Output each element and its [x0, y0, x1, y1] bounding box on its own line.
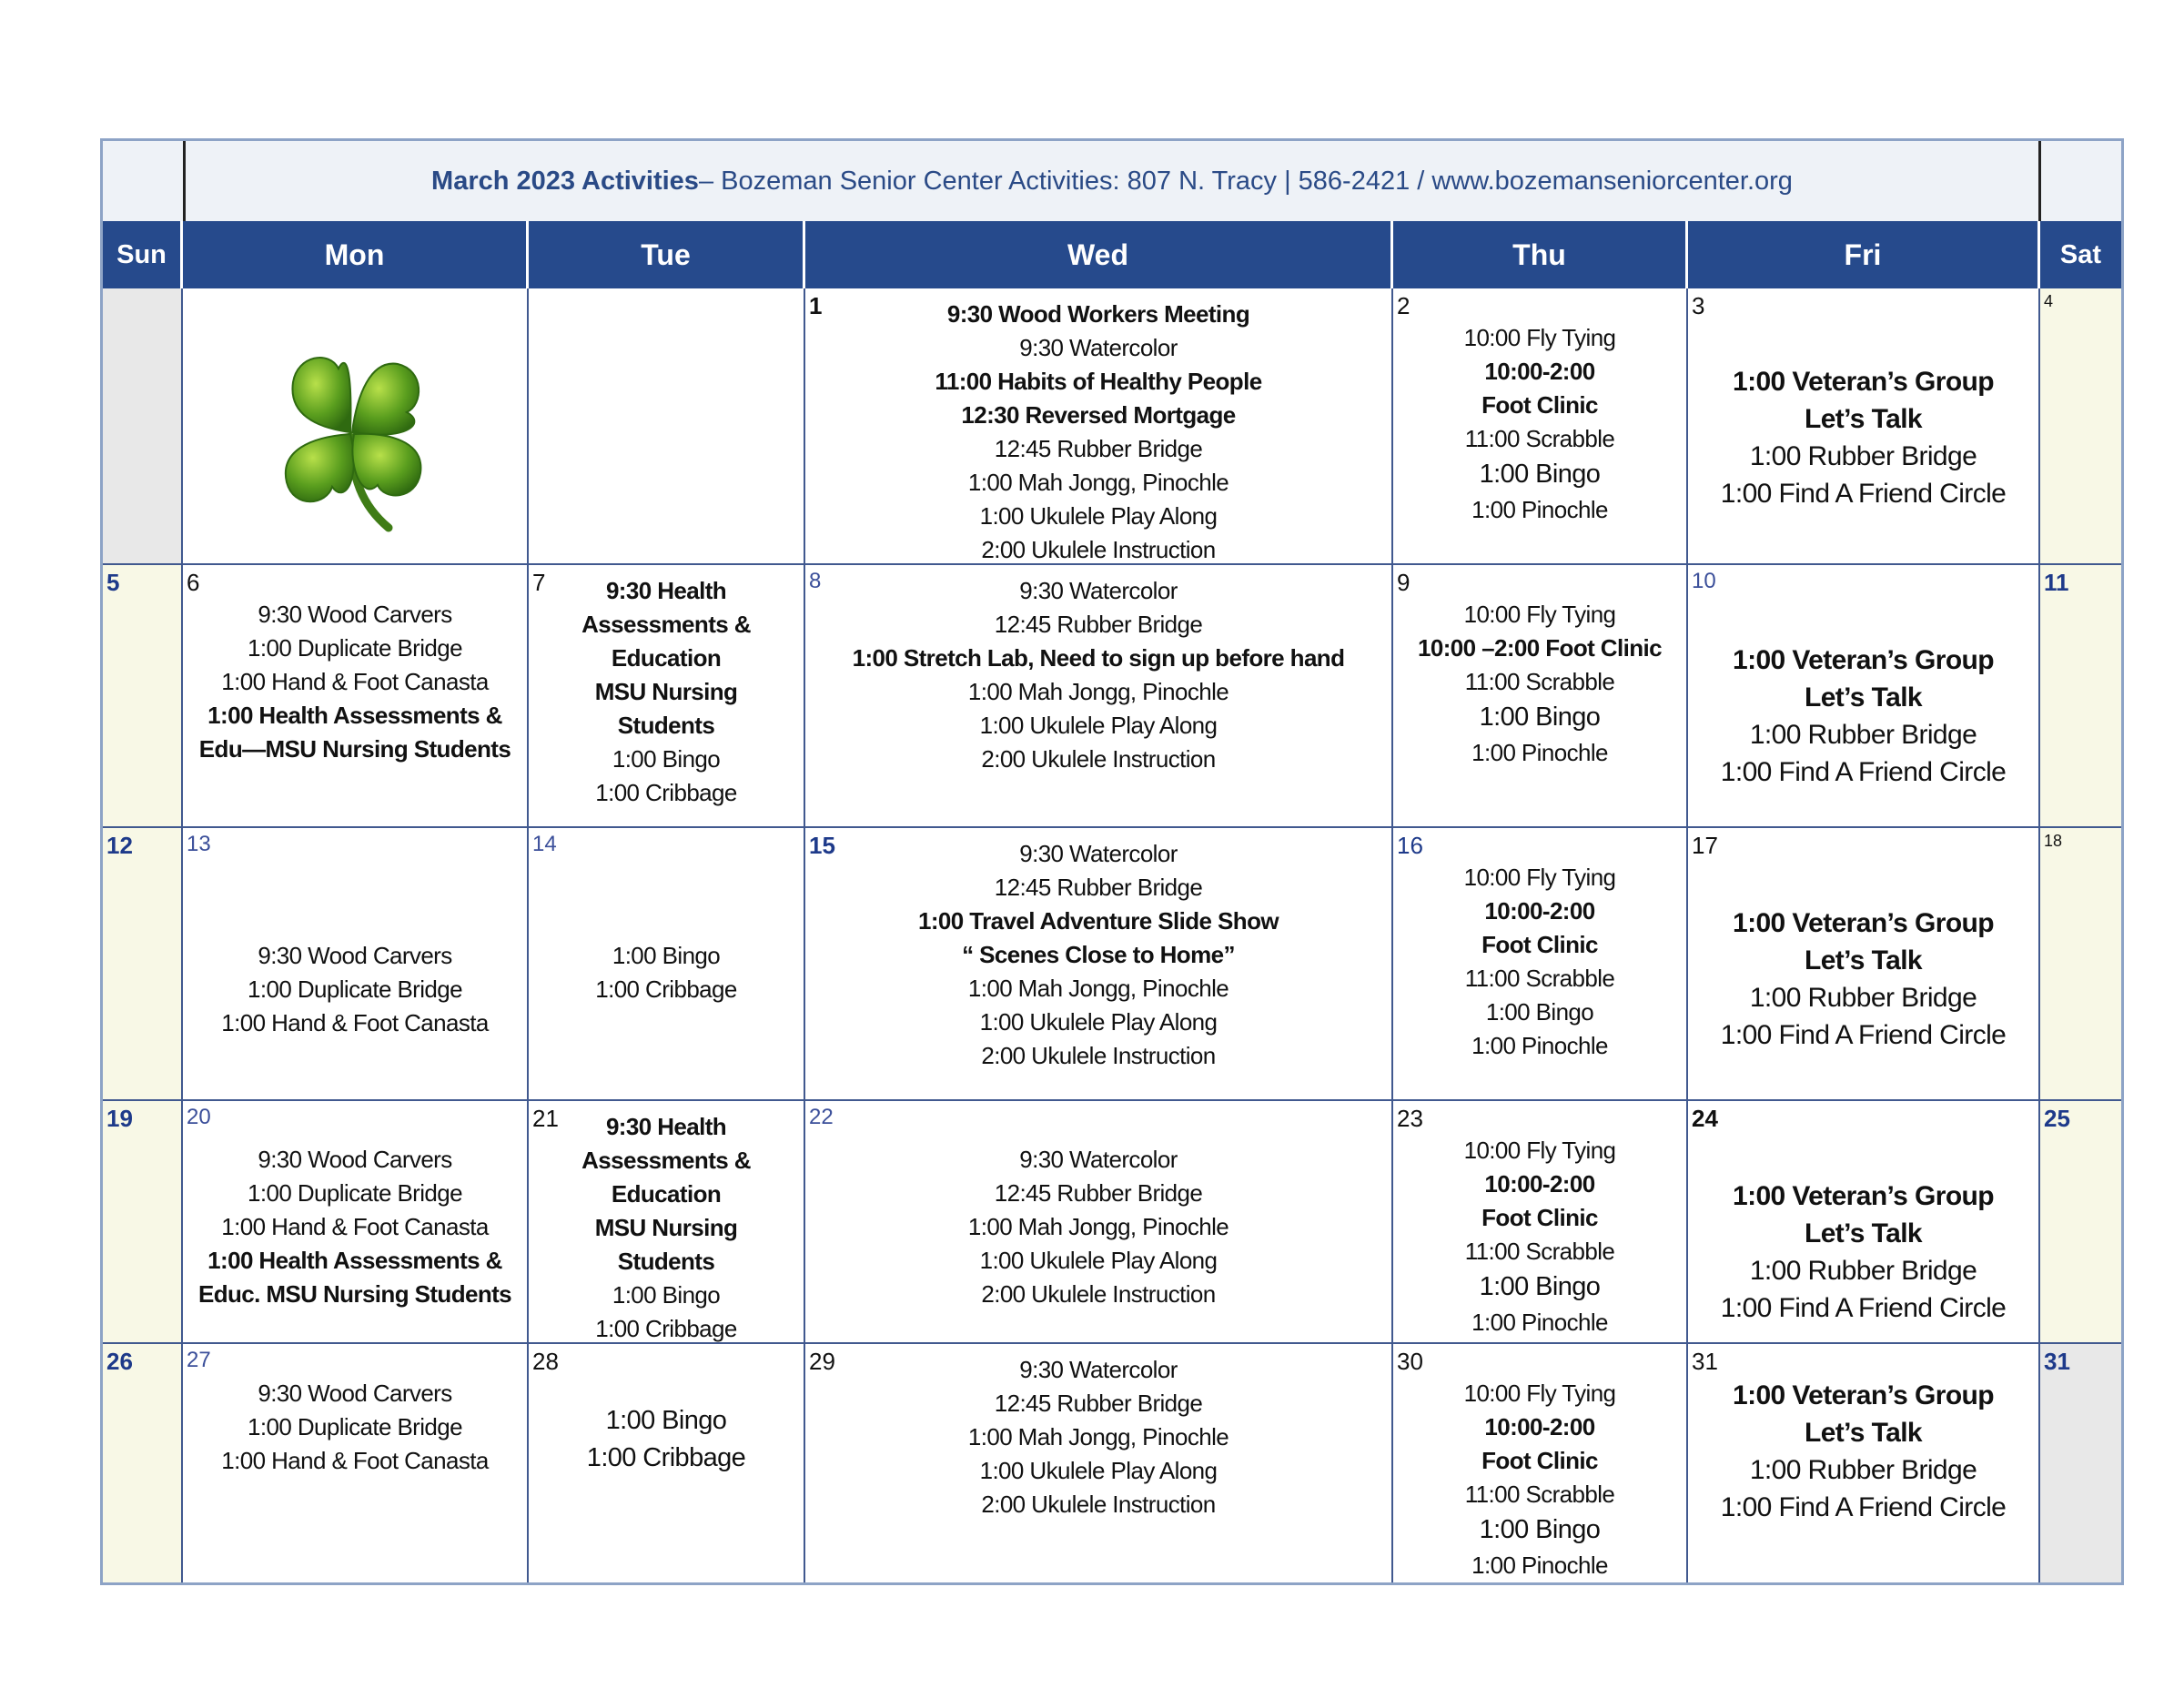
- event-item: Assessments &: [581, 1147, 751, 1174]
- event-item: 9:30 Watercolor: [1019, 577, 1178, 604]
- event-item: 1:00 Ukulele Play Along: [979, 712, 1218, 739]
- header-right-divider: [2038, 141, 2041, 221]
- day-number: 3: [1692, 292, 1705, 319]
- event-item: 1:00 Health Assessments &: [207, 702, 502, 729]
- day-cell-fri: [1688, 565, 2040, 828]
- event-item: 9:30 Wood Carvers: [258, 1380, 452, 1407]
- event-item: Let’s Talk: [1804, 1418, 1923, 1448]
- day-number: 14: [532, 832, 557, 856]
- event-item: 1:00 Bingo: [605, 1406, 727, 1435]
- event-item: Education: [611, 1180, 722, 1208]
- event-item: “ Scenes Close to Home”: [962, 941, 1235, 968]
- weekday-header-row: [103, 221, 2121, 288]
- event-item: 1:00 Ukulele Play Along: [979, 1247, 1218, 1274]
- day-number: 26: [106, 1348, 133, 1375]
- event-item: 11:00 Scrabble: [1464, 965, 1615, 992]
- day-number: 28: [532, 1348, 559, 1375]
- event-item: 1:00 Pinochle: [1471, 496, 1608, 523]
- day-cell-tue: [529, 565, 805, 828]
- day-cell-tue: [529, 288, 805, 565]
- event-item: 1:00 Bingo: [1479, 1272, 1601, 1301]
- event-item: 9:30 Wood Carvers: [258, 1146, 452, 1173]
- calendar-header: [103, 141, 2121, 223]
- day-cell-thu: [1393, 1344, 1688, 1582]
- event-item: 10:00 Fly Tying: [1463, 324, 1616, 351]
- event-item: 11:00 Scrabble: [1464, 668, 1615, 695]
- day-number: 19: [106, 1105, 133, 1132]
- day-number: 29: [809, 1348, 835, 1375]
- day-cell-mon: [183, 1344, 529, 1582]
- event-item: 1:00 Mah Jongg, Pinochle: [967, 1213, 1229, 1240]
- event-list: [529, 1402, 804, 1477]
- event-list: [1393, 598, 1686, 770]
- title-bold: March 2023 Activities: [431, 167, 699, 196]
- event-item: 1:00 Cribbage: [595, 1315, 737, 1342]
- event-list: [805, 298, 1391, 567]
- day-cell-fri: [1688, 1101, 2040, 1344]
- event-item: 1:00 Mah Jongg, Pinochle: [967, 469, 1229, 496]
- day-cell-wed: [805, 828, 1393, 1101]
- day-number: 7: [532, 569, 546, 596]
- event-item: 11:00 Scrabble: [1464, 1238, 1615, 1265]
- event-item: 2:00 Ukulele Instruction: [981, 745, 1216, 773]
- event-list: [183, 1143, 527, 1311]
- four-leaf-clover-icon: [261, 341, 443, 541]
- event-item: 1:00 Mah Jongg, Pinochle: [967, 678, 1229, 705]
- day-cell-sat: [2040, 1344, 2121, 1582]
- event-item: 1:00 Rubber Bridge: [1749, 1455, 1977, 1485]
- event-item: 1:00 Health Assessments &: [207, 1247, 502, 1274]
- event-item: 1:00 Ukulele Play Along: [979, 1457, 1218, 1484]
- day-cell-wed: [805, 1101, 1393, 1344]
- day-number: 27: [187, 1348, 211, 1372]
- day-number: 25: [2044, 1105, 2070, 1132]
- event-item: 1:00 Bingo: [612, 1281, 721, 1309]
- event-item: 1:00 Mah Jongg, Pinochle: [967, 975, 1229, 1002]
- title-rest: – Bozeman Senior Center Activities: 807 N. Tracy | 586-2421 / www.bozemanseniorcenter.org: [698, 167, 1793, 196]
- event-item: Assessments &: [581, 611, 751, 638]
- event-item: 1:00 Cribbage: [595, 975, 737, 1003]
- event-item: Foot Clinic: [1481, 931, 1598, 958]
- day-number: 21: [532, 1105, 559, 1132]
- day-number: 15: [809, 832, 835, 859]
- event-item: 1:00 Mah Jongg, Pinochle: [967, 1423, 1229, 1450]
- day-number: 17: [1692, 832, 1718, 859]
- day-cell-wed: [805, 288, 1393, 565]
- event-item: Foot Clinic: [1481, 1204, 1598, 1231]
- event-item: 1:00 Duplicate Bridge: [248, 634, 462, 662]
- day-cell-tue: [529, 828, 805, 1101]
- day-number: 4: [2044, 292, 2054, 310]
- header-left-spacer: [103, 141, 186, 221]
- event-item: 1:00 Cribbage: [595, 779, 737, 806]
- day-number: 2: [1397, 292, 1410, 319]
- event-item: Foot Clinic: [1481, 1447, 1598, 1474]
- day-cell-thu: [1393, 288, 1688, 565]
- event-item: 9:30 Health: [605, 577, 727, 604]
- event-item: 2:00 Ukulele Instruction: [981, 1280, 1216, 1308]
- event-list: [805, 574, 1391, 776]
- event-item: 1:00 Rubber Bridge: [1749, 1256, 1977, 1286]
- event-item: 11:00 Scrabble: [1464, 1481, 1615, 1508]
- event-list: [529, 574, 804, 810]
- weekday-sun: Sun: [103, 221, 183, 288]
- event-list: [1688, 363, 2038, 512]
- event-list: [183, 1377, 527, 1478]
- day-cell-sun: [103, 1344, 183, 1582]
- event-item: 10:00 Fly Tying: [1463, 1380, 1616, 1407]
- day-number: 20: [187, 1105, 211, 1129]
- event-item: 1:00 Find A Friend Circle: [1720, 1020, 2007, 1050]
- day-cell-thu: [1393, 828, 1688, 1101]
- event-item: 9:30 Watercolor: [1019, 334, 1178, 361]
- event-item: 9:30 Wood Carvers: [258, 601, 452, 628]
- day-cell-fri: [1688, 288, 2040, 565]
- event-item: 1:00 Bingo: [1479, 460, 1601, 489]
- weekday-tue: Tue: [529, 221, 805, 288]
- event-list: [1688, 642, 2038, 791]
- event-item: Students: [617, 1248, 715, 1275]
- event-item: 10:00 Fly Tying: [1463, 1137, 1616, 1164]
- event-item: 12:45 Rubber Bridge: [994, 1390, 1203, 1417]
- event-item: Education: [611, 644, 722, 672]
- event-item: 10:00-2:00: [1484, 358, 1595, 385]
- event-item: 1:00 Veteran’s Group: [1732, 367, 1994, 397]
- event-item: 12:45 Rubber Bridge: [994, 874, 1203, 901]
- day-cell-thu: [1393, 1101, 1688, 1344]
- day-cell-fri: [1688, 1344, 2040, 1582]
- day-cell-wed: [805, 1344, 1393, 1582]
- event-item: 12:45 Rubber Bridge: [994, 1179, 1203, 1207]
- weekday-thu: Thu: [1393, 221, 1688, 288]
- calendar: [100, 138, 2124, 1585]
- event-item: 1:00 Veteran’s Group: [1732, 1380, 1994, 1410]
- event-list: [1393, 321, 1686, 527]
- event-item: 11:00 Scrabble: [1464, 425, 1615, 452]
- event-list: [805, 837, 1391, 1073]
- event-item: 9:30 Watercolor: [1019, 840, 1178, 867]
- event-item: Let’s Talk: [1804, 945, 1923, 975]
- event-list: [1688, 1178, 2038, 1327]
- event-list: [183, 939, 527, 1040]
- day-number: 16: [1397, 832, 1423, 859]
- calendar-title: [183, 141, 2041, 221]
- event-item: 1:00 Bingo: [612, 942, 721, 969]
- day-number: 10: [1692, 569, 1716, 593]
- event-item: 1:00 Find A Friend Circle: [1720, 1492, 2007, 1522]
- event-item: 1:00 Travel Adventure Slide Show: [918, 907, 1279, 935]
- event-item: 2:00 Ukulele Instruction: [981, 536, 1216, 563]
- event-item: 1:00 Bingo: [1479, 1515, 1601, 1544]
- event-item: MSU Nursing: [594, 678, 738, 705]
- day-cell-sun: [103, 565, 183, 828]
- event-item: 1:00 Hand & Foot Canasta: [221, 1213, 489, 1240]
- event-item: 12:45 Rubber Bridge: [994, 611, 1203, 638]
- event-item: 9:30 Watercolor: [1019, 1356, 1178, 1383]
- day-cell-sat: [2040, 288, 2121, 565]
- weekday-mon: Mon: [183, 221, 529, 288]
- day-number: 22: [809, 1105, 834, 1129]
- day-number: 12: [106, 832, 133, 859]
- day-cell-wed: [805, 565, 1393, 828]
- weekday-sat: Sat: [2059, 240, 2102, 269]
- day-cell-thu: [1393, 565, 1688, 828]
- event-list: [1688, 1377, 2038, 1526]
- event-item: 1:00 Rubber Bridge: [1749, 983, 1977, 1013]
- day-cell-sat: [2040, 1101, 2121, 1344]
- event-item: 1:00 Hand & Foot Canasta: [221, 1447, 489, 1474]
- day-number: 13: [187, 832, 211, 856]
- event-item: 1:00 Pinochle: [1471, 1552, 1608, 1579]
- event-item: 1:00 Rubber Bridge: [1749, 441, 1977, 471]
- event-item: 1:00 Duplicate Bridge: [248, 975, 462, 1003]
- event-item: Let’s Talk: [1804, 682, 1923, 713]
- event-item: 1:00 Bingo: [612, 745, 721, 773]
- event-item: 1:00 Find A Friend Circle: [1720, 1293, 2007, 1323]
- day-number: 30: [1397, 1348, 1423, 1375]
- event-item: 1:00 Veteran’s Group: [1732, 1181, 1994, 1211]
- day-number: 31: [1692, 1348, 1718, 1375]
- event-item: 1:00 Ukulele Play Along: [979, 502, 1218, 530]
- weekday-wed: Wed: [805, 221, 1393, 288]
- event-item: Foot Clinic: [1481, 391, 1598, 419]
- event-list: [805, 1353, 1391, 1521]
- day-cell-sun: [103, 1101, 183, 1344]
- event-item: 1:00 Bingo: [1485, 998, 1594, 1026]
- event-item: 11:00 Habits of Healthy People: [935, 368, 1262, 395]
- event-item: 2:00 Ukulele Instruction: [981, 1042, 1216, 1069]
- event-item: 9:30 Health: [605, 1113, 727, 1140]
- day-number: 31: [2044, 1348, 2070, 1375]
- event-item: 1:00 Bingo: [1479, 702, 1601, 732]
- day-number: 5: [106, 569, 120, 596]
- day-cell-sat: [2040, 565, 2121, 828]
- day-cell-tue: [529, 1344, 805, 1582]
- event-item: 1:00 Hand & Foot Canasta: [221, 1009, 489, 1036]
- day-number: 8: [809, 569, 822, 593]
- event-item: 1:00 Duplicate Bridge: [248, 1413, 462, 1440]
- event-item: Let’s Talk: [1804, 404, 1923, 434]
- event-item: 1:00 Find A Friend Circle: [1720, 757, 2007, 787]
- event-list: [529, 939, 804, 1006]
- event-item: 1:00 Rubber Bridge: [1749, 720, 1977, 750]
- event-item: 10:00 Fly Tying: [1463, 864, 1616, 891]
- day-cell-mon: [183, 288, 529, 565]
- day-number: 9: [1397, 569, 1410, 596]
- event-item: 1:00 Pinochle: [1471, 1309, 1608, 1336]
- day-cell-sun: [103, 288, 183, 565]
- event-item: 1:00 Ukulele Play Along: [979, 1008, 1218, 1036]
- event-item: 1:00 Pinochle: [1471, 1032, 1608, 1059]
- event-item: 12:45 Rubber Bridge: [994, 435, 1203, 462]
- day-cell-mon: [183, 828, 529, 1101]
- event-item: Educ. MSU Nursing Students: [197, 1280, 512, 1308]
- day-cell-sun: [103, 828, 183, 1101]
- day-cell-mon: [183, 565, 529, 828]
- event-item: 9:30 Watercolor: [1019, 1146, 1178, 1173]
- day-cell-fri: [1688, 828, 2040, 1101]
- event-item: 10:00-2:00: [1484, 897, 1595, 925]
- day-number: 11: [2044, 569, 2069, 596]
- day-number: 6: [187, 569, 200, 596]
- event-item: 9:30 Wood Carvers: [258, 942, 452, 969]
- day-number: 18: [2044, 832, 2063, 850]
- event-item: Students: [617, 712, 715, 739]
- event-item: 9:30 Wood Workers Meeting: [946, 300, 1250, 328]
- event-item: 2:00 Ukulele Instruction: [981, 1491, 1216, 1518]
- event-item: 1:00 Find A Friend Circle: [1720, 479, 2007, 509]
- event-item: 1:00 Veteran’s Group: [1732, 645, 1994, 675]
- event-item: 1:00 Duplicate Bridge: [248, 1179, 462, 1207]
- event-item: 10:00 Fly Tying: [1463, 601, 1616, 628]
- event-item: 1:00 Veteran’s Group: [1732, 908, 1994, 938]
- event-list: [805, 1143, 1391, 1311]
- event-item: MSU Nursing: [594, 1214, 738, 1241]
- event-item: 1:00 Hand & Foot Canasta: [221, 668, 489, 695]
- event-list: [183, 598, 527, 766]
- event-list: [1688, 905, 2038, 1054]
- day-cell-sat: [2040, 828, 2121, 1101]
- event-item: 10:00 –2:00 Foot Clinic: [1418, 634, 1662, 662]
- weekday-fri: Fri: [1688, 221, 2040, 288]
- event-item: Let’s Talk: [1804, 1218, 1923, 1248]
- day-cell-mon: [183, 1101, 529, 1344]
- event-item: 10:00-2:00: [1484, 1413, 1595, 1440]
- day-number: 1: [809, 292, 823, 319]
- event-item: 1:00 Pinochle: [1471, 739, 1608, 766]
- event-list: [1393, 1134, 1686, 1339]
- event-list: [529, 1110, 804, 1346]
- day-number: 24: [1692, 1105, 1718, 1132]
- event-item: 1:00 Cribbage: [586, 1443, 746, 1472]
- event-item: 12:30 Reversed Mortgage: [961, 401, 1236, 429]
- day-cell-tue: [529, 1101, 805, 1344]
- event-item: Edu—MSU Nursing Students: [198, 735, 511, 763]
- event-item: 1:00 Stretch Lab, Need to sign up before hand: [852, 644, 1345, 672]
- event-item: 10:00-2:00: [1484, 1170, 1595, 1198]
- day-number: 23: [1397, 1105, 1423, 1132]
- event-list: [1393, 1377, 1686, 1582]
- event-list: [1393, 861, 1686, 1063]
